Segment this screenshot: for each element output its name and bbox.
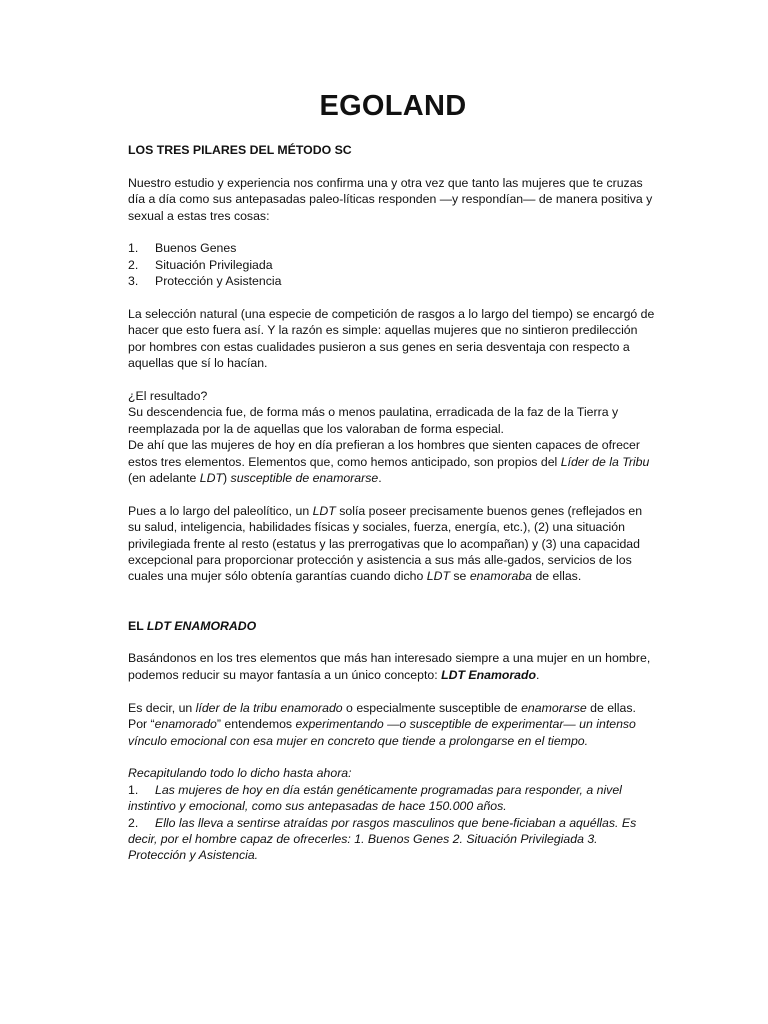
document-title: EGOLAND bbox=[319, 90, 467, 122]
section-heading-ldt: EL LDT ENAMORADO bbox=[128, 618, 257, 633]
list-item-number: 1. bbox=[128, 241, 139, 256]
paleolithic-paragraph: Pues a lo largo del paleolítico, un LDT solía poseer precisamente buenos genes (reflejados en su salud, inteligencia, habilidades físicas y sociales, fuerza, energía, etc.), (2) una situación privilegiada frente al resto (estatus y las prerrogativas que lo acompañan) y (3) una capacidad excepcional para proporcionar protección y asistencia a sus más alle-gados, servicios de los cuales una mujer sólo obtenía garantías cuando dicho LDT se enamoraba de ellas. bbox=[128, 503, 643, 584]
document-page bbox=[128, 88, 658, 864]
recap-item: 2. Ello las lleva a sentirse atraídas por rasgos masculinos que bene-ficiaban a aquéllas. Es decir, por el hombre capaz de ofrecerles: 1. Buenos Genes 2. Situación Privilegiada 3. Protección y Asistencia. bbox=[128, 815, 637, 863]
pillars-list bbox=[128, 240, 658, 289]
result-paragraph-2: De ahí que las mujeres de hoy en día prefieran a los hombres que sienten capaces de ofrecer estos tres elementos. Elementos que, como hemos anticipado, son propios del Líder de la Tribu (en adelante LDT) susceptible de enamorarse. bbox=[128, 438, 650, 486]
list-item bbox=[128, 240, 658, 256]
recap-item: 1. Las mujeres de hoy en día están genéticamente programadas para responder, a nivel instintivo y emocional, como sus antepasadas de hace 150.000 años. bbox=[128, 782, 622, 814]
result-paragraph-1: Su descendencia fue, de forma más o menos paulatina, erradicada de la faz de la Tierra y reemplazada por la de aquellas que los valoraban de forma especial. bbox=[128, 405, 619, 436]
list-item bbox=[128, 273, 658, 289]
recap-intro: Recapitulando todo lo dicho hasta ahora: bbox=[128, 766, 352, 781]
intro-paragraph: Nuestro estudio y experiencia nos confirma una y otra vez que tanto las mujeres que te cruzas día a día como sus antepasadas paleo-líticas responden —y respondían— de manera positiva y sexual a estas tres cosas: bbox=[128, 175, 653, 223]
list-item bbox=[128, 257, 658, 273]
section-heading-pilares: LOS TRES PILARES DEL MÉTODO SC bbox=[128, 143, 352, 157]
list-item-text: Buenos Genes bbox=[155, 241, 237, 256]
list-item-text: Situación Privilegiada bbox=[155, 257, 273, 272]
result-question: ¿El resultado? bbox=[128, 389, 208, 404]
basandonos-paragraph: Basándonos en los tres elementos que más han interesado siempre a una mujer en un hombre, podemos reducir su mayor fantasía a un único concepto: LDT Enamorado. bbox=[128, 651, 651, 682]
list-item-text: Protección y Asistencia bbox=[155, 274, 282, 289]
list-item-number: 3. bbox=[128, 274, 139, 289]
list-item-number: 2. bbox=[128, 257, 139, 272]
es-decir-paragraph: Es decir, un líder de la tribu enamorado o especialmente susceptible de enamorarse de ellas. Por “enamorado” entendemos experimentando —o susceptible de experimentar— un intenso vínculo emocional con esa mujer en concreto que tiende a prolongarse en el tiempo. bbox=[128, 700, 636, 748]
selection-paragraph: La selección natural (una especie de competición de rasgos a lo largo del tiempo) se encargó de hacer que esto fuera así. Y la razón es simple: aquellas mujeres que no sintieron predilección por hombres con estas cualidades pusieron a sus genes en seria desventaja con respecto a aquellas que sí lo hacían. bbox=[128, 307, 655, 371]
